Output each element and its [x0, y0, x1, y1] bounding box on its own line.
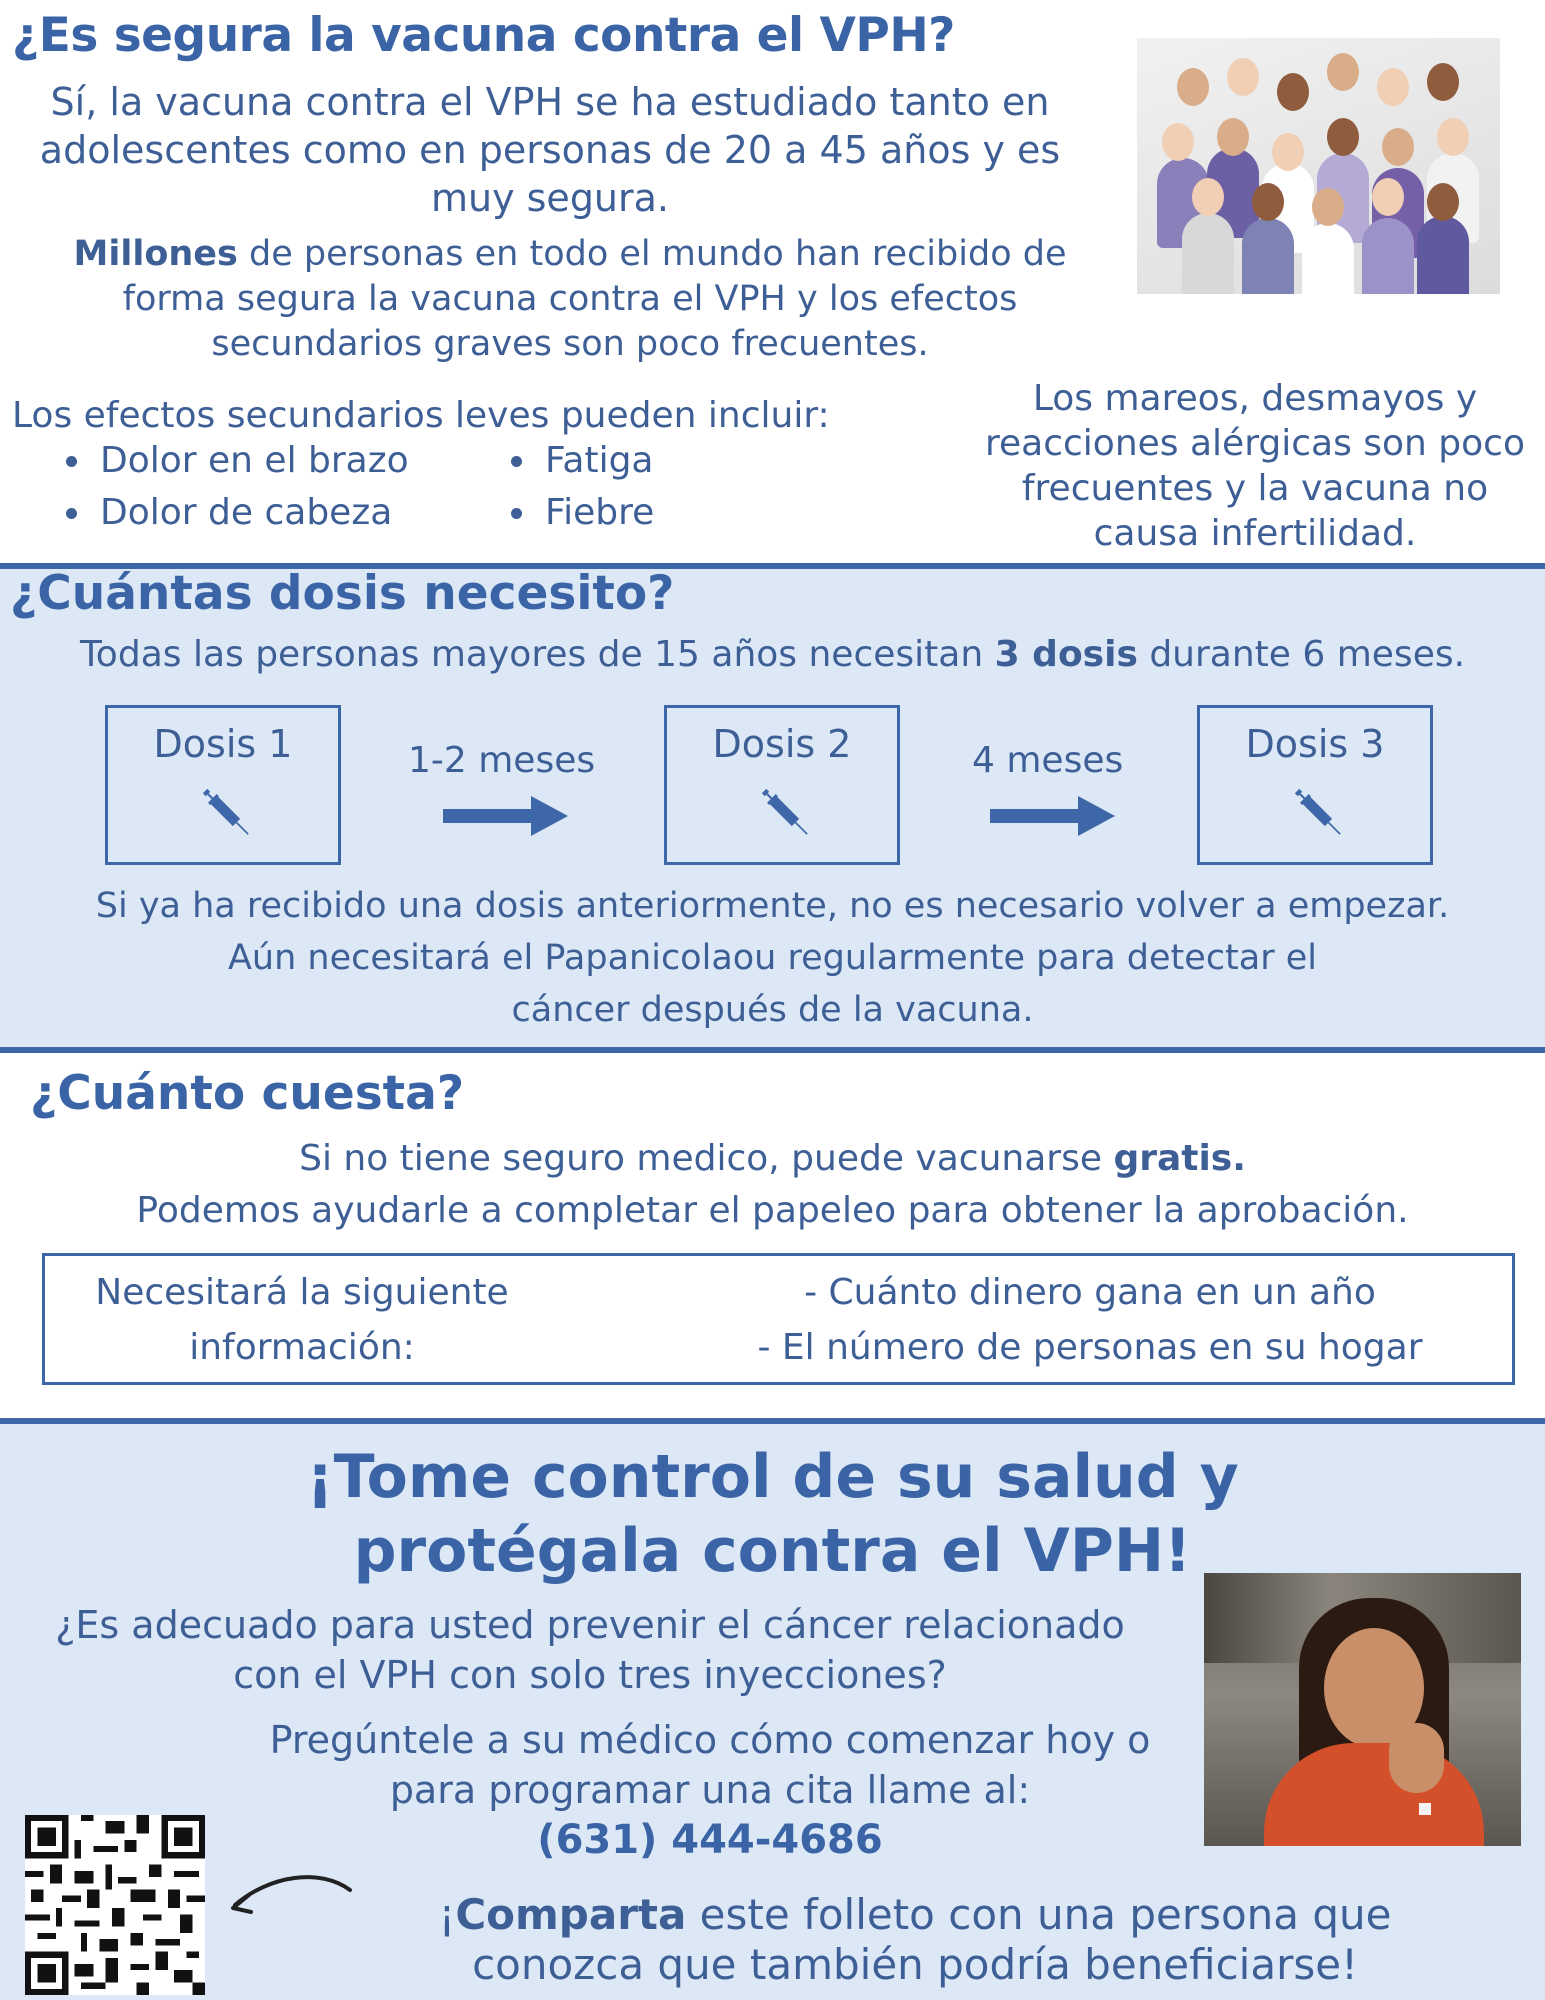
cta-ask-doctor: Pregúntele a su médico cómo comenzar hoy o para programar una cita llame al:	[269, 1718, 1151, 1812]
safety-paragraph: Sí, la vacuna contra el VPH se ha estudiado tanto en adolescentes como en personas de 20 a 45 años y es muy segura.	[39, 80, 1061, 220]
gap-label: 1-2 meses	[408, 740, 596, 781]
doses-note-restart: Si ya ha recibido una dosis anteriormente, no es necesario volver a empezar.	[95, 886, 1450, 926]
cost-free-bold: gratis.	[1113, 1138, 1246, 1179]
cost-paragraph	[0, 1133, 1545, 1237]
cta-question: ¿Es adecuado para usted prevenir el cáncer relacionado con el VPH con solo tres inyecciones?	[55, 1603, 1125, 1697]
doses-sub-bold: 3 dosis	[994, 634, 1138, 675]
cta-title-text: ¡Tome control de su salud y protégala contra el VPH!	[306, 1442, 1239, 1586]
doses-note-papanicolaou: Aún necesitará el Papanicolaou regularmente para detectar el cáncer después de la vacuna.	[227, 938, 1318, 1030]
list-item: Fiebre	[505, 487, 654, 539]
list-item: Fatiga	[505, 435, 654, 487]
doses-sub-post: durante 6 meses.	[1137, 634, 1466, 675]
cta-title	[0, 1440, 1545, 1588]
section-title-doses: ¿Cuántas dosis necesito?	[10, 566, 675, 621]
dose-label: Dosis 2	[712, 722, 852, 766]
doses-sub-pre: Todas las personas mayores de 15 años necesitan	[79, 634, 995, 675]
curved-arrow-icon	[225, 1870, 355, 1930]
cost-line1-pre: Si no tiene seguro medico, puede vacunarse	[299, 1138, 1114, 1179]
share-bold: Comparta	[455, 1890, 687, 1939]
syringe-icon	[1288, 782, 1350, 844]
millions-paragraph	[20, 232, 1120, 367]
syringe-icon	[755, 782, 817, 844]
list-item: - Cuánto dinero gana en un año	[804, 1272, 1376, 1313]
woman-photo	[1204, 1573, 1521, 1846]
share-message	[365, 1890, 1465, 1990]
share-pre: ¡	[438, 1890, 456, 1939]
section-title-safety: ¿Es segura la vacuna contra el VPH?	[12, 8, 955, 63]
dose-box-1	[105, 705, 341, 865]
list-item: Dolor en el brazo	[60, 435, 409, 487]
section-title-cost: ¿Cuánto cuesta?	[30, 1066, 465, 1121]
list-item: Dolor de cabeza	[60, 487, 409, 539]
dose-label: Dosis 3	[1245, 722, 1385, 766]
arrow-right-icon	[990, 796, 1115, 836]
list-item: - El número de personas en su hogar	[757, 1327, 1423, 1368]
syringe-icon	[196, 782, 258, 844]
group-photo	[1137, 38, 1500, 294]
millions-rest: de personas en todo el mundo han recibido de forma segura la vacuna contra el VPH y los efectos secundarios graves son poco frecuentes.	[122, 234, 1067, 364]
share-rest: este folleto con una persona que conozca que también podría beneficiarse!	[472, 1890, 1392, 1989]
info-label: Necesitará la siguiente información:	[95, 1272, 509, 1368]
rare-effects-note: Los mareos, desmayos y reacciones alérgicas son poco frecuentes y la vacuna no causa infertilidad.	[984, 378, 1526, 554]
millions-bold: Millones	[73, 234, 238, 274]
dose-label: Dosis 1	[153, 722, 293, 766]
doses-notes	[0, 880, 1545, 1036]
arrow-right-icon	[443, 796, 568, 836]
gap-label: 4 meses	[972, 740, 1124, 781]
side-effects-list-right	[505, 435, 654, 539]
side-effects-intro: Los efectos secundarios leves pueden incluir:	[12, 395, 830, 436]
doses-subtitle	[0, 634, 1545, 675]
cost-line2: Podemos ayudarle a completar el papeleo para obtener la aprobación.	[136, 1190, 1409, 1231]
qr-code[interactable]	[25, 1815, 205, 1995]
dose-box-2	[664, 705, 900, 865]
info-items	[680, 1265, 1500, 1375]
phone-number[interactable]: (631) 444-4686	[537, 1817, 883, 1863]
side-effects-list-left	[60, 435, 409, 539]
dose-box-3	[1197, 705, 1433, 865]
